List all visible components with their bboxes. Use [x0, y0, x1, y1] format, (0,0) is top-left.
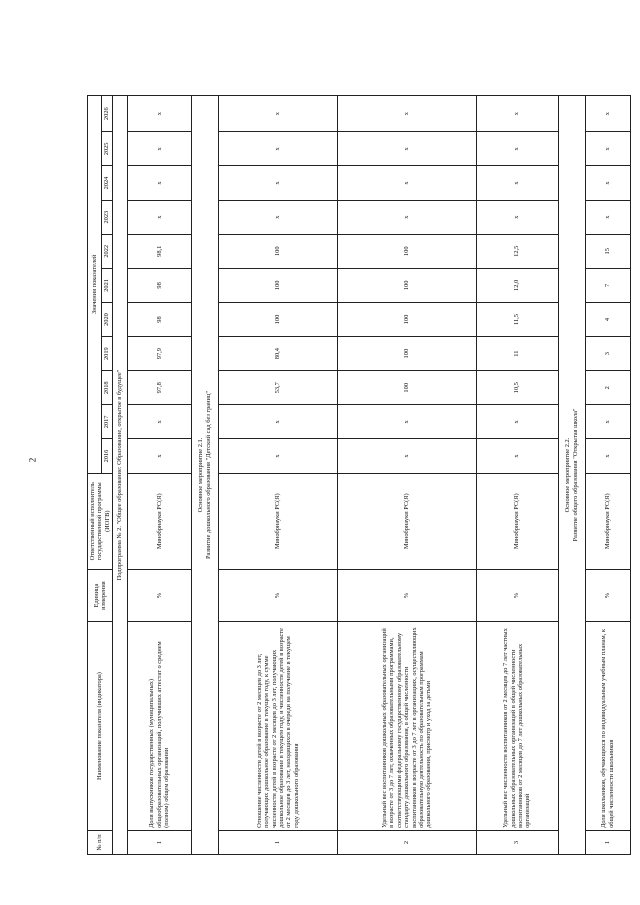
table-row	[128, 96, 192, 855]
row-value: 98	[128, 268, 192, 302]
row-value: х	[476, 96, 558, 132]
row-value: 53,7	[218, 371, 338, 405]
section-title	[558, 96, 585, 855]
row-value: х	[128, 439, 192, 473]
row-responsible: Минобрнауки РС(Я)	[128, 473, 192, 569]
col-values-header: Значения показателей	[88, 96, 102, 474]
year-header: 2018	[102, 371, 113, 405]
row-value: 100	[218, 302, 338, 336]
row-value: 98	[128, 302, 192, 336]
row-unit: %	[585, 569, 630, 621]
page-number: 2	[27, 457, 38, 463]
subprogram-title: Подпрограмма № 2. "Общее образование: Образование, открытое в будущее"	[113, 96, 128, 855]
row-indicator-name: Доля школьников, обучающихся по индивидуальным учебным планам, к общей численности школьников	[585, 622, 630, 831]
row-value: х	[585, 96, 630, 132]
row-value: 100	[338, 337, 476, 371]
row-indicator-name: Отношение численности детей в возрасте от 2 месяцев до 3 лет, получающих дошкольное образование в текущем году, к сумме численности детей в возрасте от 2 месяцев до 3 лет, получающих дошкольное образование в текущем году, и численности детей в возрасте от 2 месяцев до 3 лет, находящихся в очереди на получение в текущем году дошкольного образования	[218, 622, 338, 831]
table-body	[113, 96, 631, 855]
section-title-text: Основное мероприятие 2.1.	[197, 437, 205, 513]
row-value: 15	[585, 234, 630, 268]
row-value: х	[338, 132, 476, 166]
row-value: 97,8	[128, 371, 192, 405]
row-value: х	[585, 405, 630, 439]
row-value: 100	[218, 268, 338, 302]
row-num: 3	[476, 830, 558, 854]
row-value: 100	[218, 234, 338, 268]
row-value: х	[338, 200, 476, 234]
row-unit: %	[218, 569, 338, 621]
row-value: х	[585, 439, 630, 473]
row-value: х	[128, 132, 192, 166]
year-header: 2026	[102, 96, 113, 132]
row-value: х	[476, 166, 558, 200]
table-row	[218, 96, 338, 855]
section-subtitle-text: Развитие общего образования "Открытая школа"	[571, 408, 579, 542]
year-header: 2025	[102, 132, 113, 166]
year-header: 2017	[102, 405, 113, 439]
row-num: 1	[218, 830, 338, 854]
year-header: 2019	[102, 337, 113, 371]
section-subtitle-text: Развитие дошкольного образования "Детский сад без границ"	[204, 391, 212, 559]
row-value: 80,4	[218, 337, 338, 371]
row-value: 11	[476, 337, 558, 371]
row-value: х	[476, 439, 558, 473]
year-header: 2024	[102, 166, 113, 200]
row-value: х	[128, 405, 192, 439]
row-responsible: Минобрнауки РС(Я)	[476, 473, 558, 569]
indicators-table	[87, 95, 631, 855]
row-value: х	[218, 132, 338, 166]
row-indicator-name: Доля выпускников государственных (муниципальных) общеобразовательных организаций, получивших аттестат о среднем (полном) общем образовании	[128, 622, 192, 831]
row-num: 1	[585, 830, 630, 854]
row-value: 100	[338, 371, 476, 405]
row-value: х	[585, 200, 630, 234]
row-unit: %	[476, 569, 558, 621]
row-value: х	[338, 96, 476, 132]
row-value: х	[585, 166, 630, 200]
row-value: 11,5	[476, 302, 558, 336]
row-value: х	[128, 200, 192, 234]
row-indicator-name: Удельный вес численности воспитанников от 2 месяцев до 7 лет частных дошкольных образовательных организаций в общей численности воспитанников от 2 месяцев до 7 лет дошкольных образовательных организаций	[476, 622, 558, 831]
row-value: х	[585, 132, 630, 166]
col-num-header: № п/п	[88, 830, 113, 854]
row-value: х	[338, 439, 476, 473]
year-header: 2016	[102, 439, 113, 473]
row-value: 10,5	[476, 371, 558, 405]
year-header: 2020	[102, 302, 113, 336]
year-header: 2021	[102, 268, 113, 302]
row-value: х	[338, 166, 476, 200]
row-value: 100	[338, 302, 476, 336]
row-value: 100	[338, 268, 476, 302]
row-num: 2	[338, 830, 476, 854]
row-value: 100	[338, 234, 476, 268]
col-unit-header: Единица измерения	[88, 569, 113, 621]
rotated-table-container	[87, 95, 627, 855]
year-header: 2023	[102, 200, 113, 234]
row-unit: %	[338, 569, 476, 621]
row-value: 4	[585, 302, 630, 336]
row-responsible: Минобрнауки РС(Я)	[218, 473, 338, 569]
row-value: х	[218, 166, 338, 200]
row-value: х	[338, 405, 476, 439]
row-value: 98,1	[128, 234, 192, 268]
row-responsible: Минобрнауки РС(Я)	[338, 473, 476, 569]
section-title-text: Основное мероприятие 2.2.	[564, 437, 572, 513]
row-value: 3	[585, 337, 630, 371]
row-value: х	[218, 405, 338, 439]
row-value: 2	[585, 371, 630, 405]
row-value: х	[218, 439, 338, 473]
row-value: 12,5	[476, 234, 558, 268]
row-value: х	[218, 200, 338, 234]
header-row	[88, 96, 102, 855]
row-value: 97,9	[128, 337, 192, 371]
row-value: 12,0	[476, 268, 558, 302]
row-num: 1	[128, 830, 192, 854]
section-title	[191, 96, 218, 855]
row-unit: %	[128, 569, 192, 621]
row-indicator-name: Удельный вес воспитанников дошкольных образовательных организаций в возрасте от 3 до 7 лет, охваченных образовательными программами, соответствующими федеральному государственному образовательному стандарту дошкольного образования, в общей численности воспитанников в возрасте от 3 до 7 лет в организациях, осуществляющих образовательную деятельность по образовательным программам дошкольного образования, присмотр и уход за детьми	[338, 622, 476, 831]
row-responsible: Минобрнауки РС(Я)	[585, 473, 630, 569]
row-value: 7	[585, 268, 630, 302]
row-value: х	[476, 200, 558, 234]
table-row	[585, 96, 630, 855]
col-name-header: Наименование показателя (индикатора)	[88, 622, 113, 831]
row-value: х	[476, 132, 558, 166]
row-value: х	[128, 166, 192, 200]
table-row	[338, 96, 476, 855]
table-row	[476, 96, 558, 855]
row-value: х	[128, 96, 192, 132]
row-value: х	[218, 96, 338, 132]
row-value: х	[476, 405, 558, 439]
col-resp-header: Ответственный исполнитель государственной программы (ИОГВ)	[88, 473, 113, 569]
year-header: 2022	[102, 234, 113, 268]
